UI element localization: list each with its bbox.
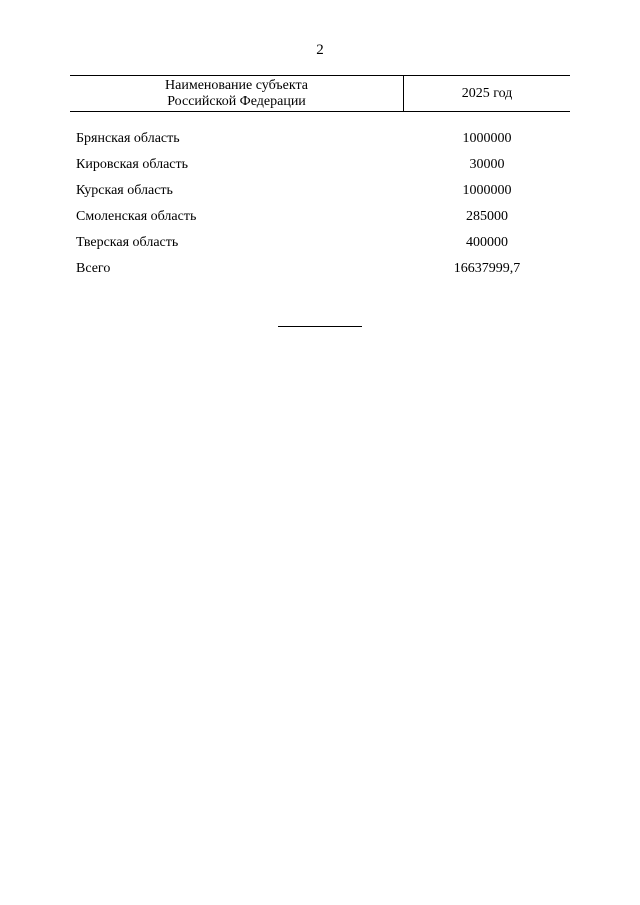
- row-subject-name: Кировская область: [76, 157, 189, 172]
- column-header-subject-line1: Наименование субъекта: [165, 77, 308, 93]
- row-value: 1000000: [462, 183, 512, 198]
- page-number: 2: [316, 42, 324, 58]
- row-total-label: Всего: [76, 261, 111, 276]
- row-total-value: 16637999,7: [453, 261, 521, 276]
- row-value: 30000: [469, 157, 505, 172]
- table-row: [0, 208, 640, 234]
- table-header: [70, 75, 570, 112]
- table-body: [0, 130, 640, 286]
- column-header-subject: [70, 76, 404, 111]
- table-row: [0, 182, 640, 208]
- row-subject-name: Смоленская область: [76, 209, 197, 224]
- column-header-year: 2025 год: [461, 85, 513, 101]
- row-subject-name: Брянская область: [76, 131, 180, 146]
- row-value: 1000000: [462, 131, 512, 146]
- table-row-total: [0, 260, 640, 286]
- row-subject-name: Тверская область: [76, 235, 179, 250]
- table-row: [0, 156, 640, 182]
- row-value: 285000: [466, 209, 508, 224]
- table-row: [0, 234, 640, 260]
- row-value: 400000: [466, 235, 508, 250]
- end-of-document-rule: [278, 326, 362, 327]
- row-subject-name: Курская область: [76, 183, 173, 198]
- column-header-subject-line2: Российской Федерации: [167, 93, 306, 109]
- table-row: [0, 130, 640, 156]
